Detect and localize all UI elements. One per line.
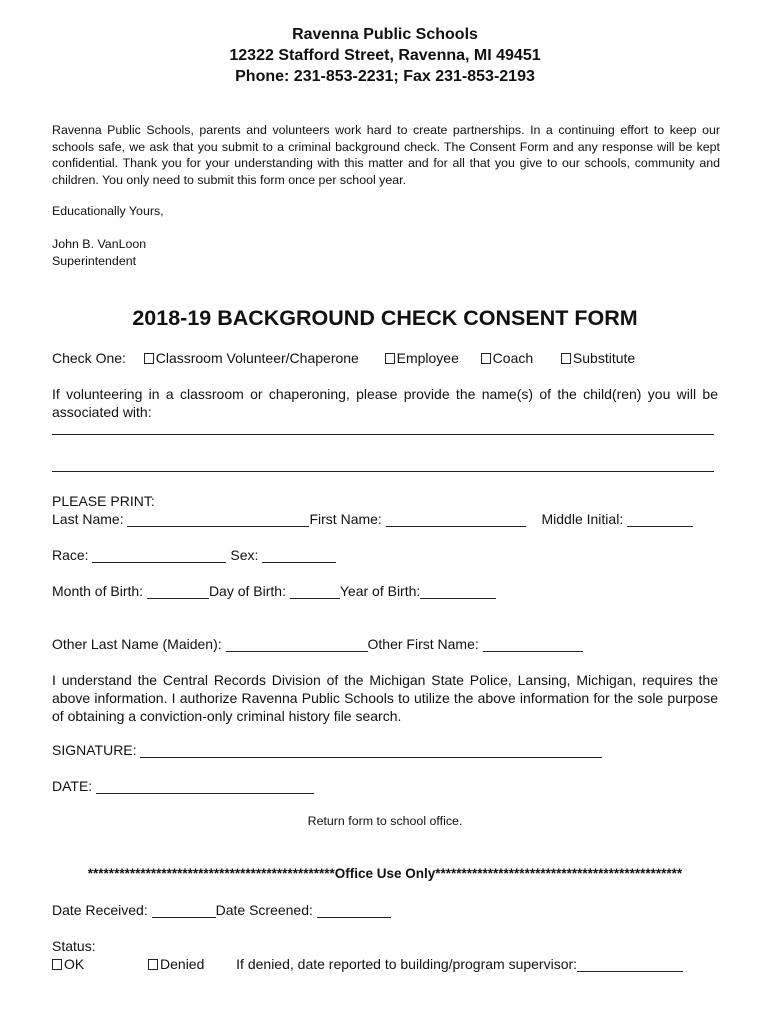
- month-of-birth-label: Month of Birth:: [52, 583, 144, 599]
- day-of-birth-label: Day of Birth:: [208, 583, 286, 599]
- option-classroom-volunteer[interactable]: Classroom Volunteer/Chaperone: [144, 350, 359, 366]
- last-name-label: Last Name:: [52, 511, 124, 527]
- race-sex-row: [52, 546, 336, 564]
- org-phone: Phone: 231-853-2231; Fax 231-853-2193: [235, 68, 535, 85]
- first-name-field[interactable]: [386, 512, 526, 527]
- date-field[interactable]: [96, 779, 314, 794]
- sex-label: Sex:: [230, 547, 259, 563]
- date-label: DATE:: [52, 778, 93, 794]
- denied-note-label: If denied, date reported to building/program supervisor:: [236, 956, 578, 972]
- birth-row: [52, 582, 496, 600]
- signature-label: SIGNATURE:: [52, 742, 137, 758]
- sex-field[interactable]: [262, 548, 336, 563]
- other-last-name-field[interactable]: [226, 637, 368, 652]
- checkbox-icon[interactable]: [148, 959, 158, 970]
- other-last-name-label: Other Last Name (Maiden):: [52, 636, 222, 652]
- signature-field[interactable]: [140, 743, 602, 758]
- other-first-name-field[interactable]: [483, 637, 583, 652]
- please-print-label: PLEASE PRINT:: [52, 493, 155, 509]
- date-screened-label: Date Screened:: [215, 902, 313, 918]
- children-line-2[interactable]: [52, 471, 714, 472]
- letterhead: [0, 24, 770, 87]
- year-of-birth-label: Year of Birth:: [339, 583, 421, 599]
- signer-name: John B. VanLoon: [52, 237, 147, 251]
- children-line-1[interactable]: [52, 434, 714, 435]
- race-label: Race:: [52, 547, 89, 563]
- date-row: [52, 777, 314, 795]
- middle-initial-label: Middle Initial:: [541, 511, 624, 527]
- option-employee[interactable]: Employee: [385, 350, 459, 366]
- checkbox-icon[interactable]: [144, 353, 154, 364]
- checkbox-icon[interactable]: [561, 353, 571, 364]
- status-ok[interactable]: OK: [52, 956, 84, 972]
- middle-initial-field[interactable]: [627, 512, 693, 527]
- signature-row: [52, 741, 602, 759]
- closing-line: Educationally Yours,: [52, 204, 164, 218]
- option-coach[interactable]: Coach: [481, 350, 533, 366]
- checkbox-icon[interactable]: [385, 353, 395, 364]
- return-note: Return form to school office.: [307, 814, 463, 828]
- checkbox-icon[interactable]: [52, 959, 62, 970]
- org-name: Ravenna Public Schools: [292, 26, 478, 43]
- date-screened-field[interactable]: [317, 903, 391, 918]
- check-one-row: [52, 349, 635, 367]
- year-of-birth-field[interactable]: [420, 584, 496, 599]
- option-substitute[interactable]: Substitute: [561, 350, 635, 366]
- checkbox-icon[interactable]: [481, 353, 491, 364]
- status-label: Status:: [52, 938, 96, 954]
- denied-date-field[interactable]: [577, 957, 683, 972]
- status-row: [52, 955, 683, 973]
- intro-paragraph: Ravenna Public Schools, parents and volunteers work hard to create partnerships. In a continuing effort to keep our schools safe, we ask that you submit to a criminal background check. The Consent Form and any response will be kept confidential. Thank you for your understanding with this matter and for all that you give to our schools, community and children. You only need to submit this form once per school year.: [52, 123, 720, 187]
- name-row: [52, 510, 693, 528]
- other-names-row: [52, 635, 583, 653]
- status-denied[interactable]: Denied: [148, 956, 204, 972]
- form-title: 2018-19 BACKGROUND CHECK CONSENT FORM: [132, 306, 638, 330]
- office-dates-row: [52, 901, 391, 919]
- race-field[interactable]: [92, 548, 226, 563]
- last-name-field[interactable]: [127, 512, 309, 527]
- children-prompt: If volunteering in a classroom or chaperoning, please provide the name(s) of the child(ren) you will be associated with:: [52, 386, 718, 420]
- authorization-paragraph: I understand the Central Records Division of the Michigan State Police, Lansing, Michigan, requires the above information. I authorize Ravenna Public Schools to utilize the above information for the sole purpose of obtaining a conviction-only criminal history file search.: [52, 672, 718, 724]
- date-received-label: Date Received:: [52, 902, 148, 918]
- org-address: 12322 Stafford Street, Ravenna, MI 49451: [229, 47, 541, 64]
- month-of-birth-field[interactable]: [147, 584, 209, 599]
- office-use-banner: ***********************************************Office Use Only***********************************************: [87, 866, 683, 881]
- date-received-field[interactable]: [152, 903, 216, 918]
- check-one-label: Check One:: [52, 350, 126, 366]
- signer-title: Superintendent: [52, 254, 137, 268]
- other-first-name-label: Other First Name:: [367, 636, 479, 652]
- day-of-birth-field[interactable]: [290, 584, 340, 599]
- first-name-label: First Name:: [309, 511, 382, 527]
